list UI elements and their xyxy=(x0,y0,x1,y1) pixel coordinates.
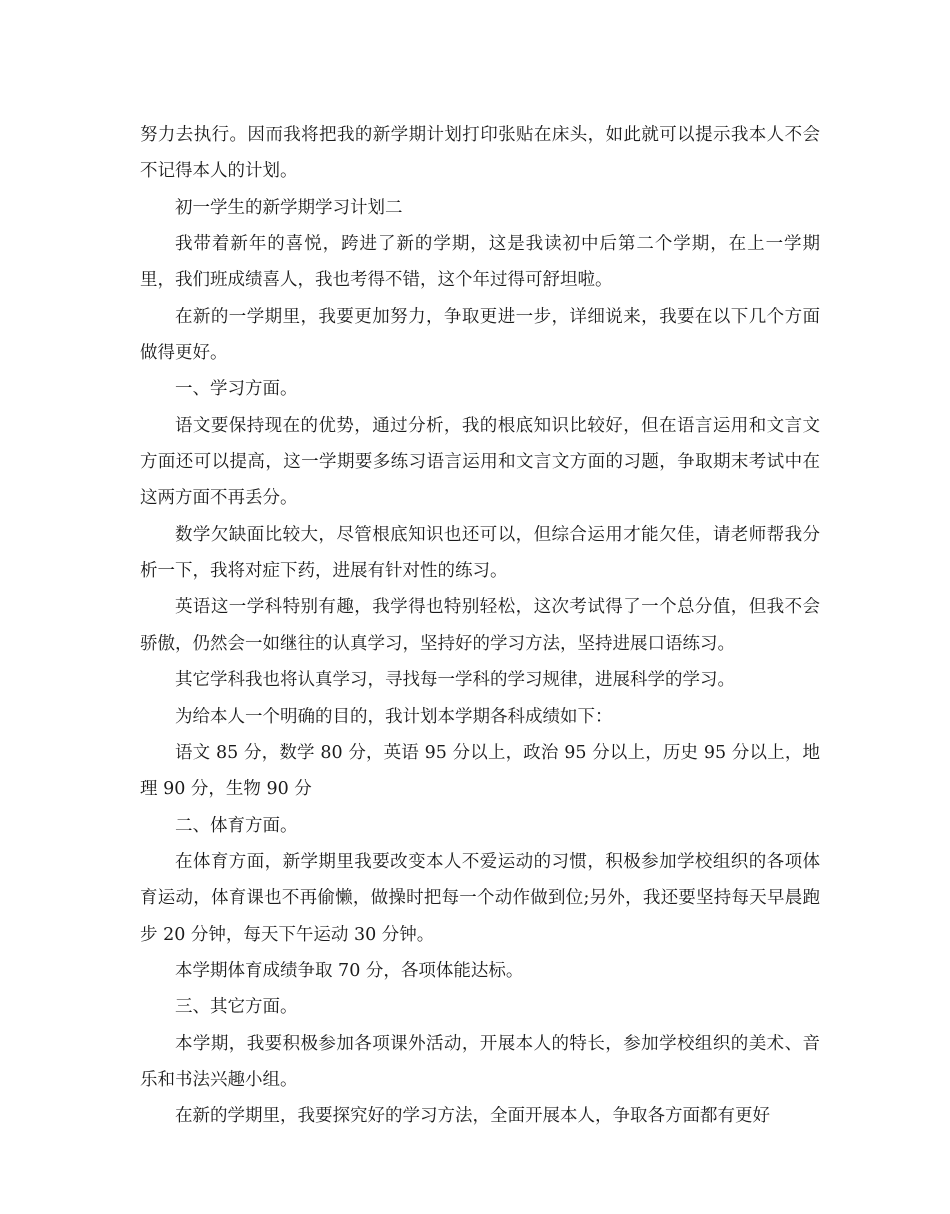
paragraph: 英语这一学科特别有趣，我学得也特别轻松，这次考试得了一个总分值，但我不会骄傲，仍然会一如继往的认真学习，坚持好的学习方法，坚持进展口语练习。 xyxy=(140,597,820,654)
paragraph: 在新的一学期里，我要更加努力，争取更进一步，详细说来，我要在以下几个方面做得更好。 xyxy=(140,306,820,364)
paragraph-continuation: 努力去执行。因而我将把我的新学期计划打印张贴在床头，如此就可以提示我本人不会不记得本人的计划。 xyxy=(140,125,820,182)
paragraph: 数学欠缺面比较大，尽管根底知识也还可以，但综合运用才能欠佳，请老师帮我分析一下，我将对症下药，进展有针对性的练习。 xyxy=(140,524,820,582)
paragraph: 为给本人一个明确的目的，我计划本学期各科成绩如下： xyxy=(175,706,613,727)
paragraph: 语文要保持现在的优势，通过分析，我的根底知识比较好，但在语言运用和文言文方面还可以提高，这一学期要多练习语言运用和文言文方面的习题，争取期末考试中在这两方面不再丢分。 xyxy=(140,415,820,509)
document-body xyxy=(140,117,820,1135)
paragraph-score-targets: 语文 85 分，数学 80 分，英语 95 分以上，政治 95 分以上，历史 95 分以上，地理 90 分，生物 90 分 xyxy=(140,742,820,800)
paragraph: 在体育方面，新学期里我要改变本人不爱运动的习惯，积极参加学校组织的各项体育运动，体育课也不再偷懒，做操时把每一个动作做到位;另外，我还要坚持每天早晨跑步 20 分钟，每天下午运动 30 分钟。 xyxy=(140,851,820,945)
paragraph: 在新的学期里，我要探究好的学习方法，全面开展本人，争取各方面都有更好 xyxy=(175,1106,770,1127)
section-title-plan-two: 初一学生的新学期学习计划二 xyxy=(175,197,403,218)
paragraph: 我带着新年的喜悦，跨进了新的学期，这是我读初中后第二个学期，在上一学期里，我们班成绩喜人，我也考得不错，这个年过得可舒坦啦。 xyxy=(140,234,820,291)
heading-other: 三、其它方面。 xyxy=(175,997,298,1018)
paragraph: 本学期体育成绩争取 70 分，各项体能达标。 xyxy=(175,960,524,981)
heading-sports: 二、体育方面。 xyxy=(175,815,298,836)
heading-study: 一、学习方面。 xyxy=(175,379,298,400)
paragraph: 本学期，我要积极参加各项课外活动，开展本人的特长，参加学校组织的美术、音乐和书法兴趣小组。 xyxy=(140,1033,820,1090)
paragraph: 其它学科我也将认真学习，寻找每一学科的学习规律，进展科学的学习。 xyxy=(175,670,735,691)
